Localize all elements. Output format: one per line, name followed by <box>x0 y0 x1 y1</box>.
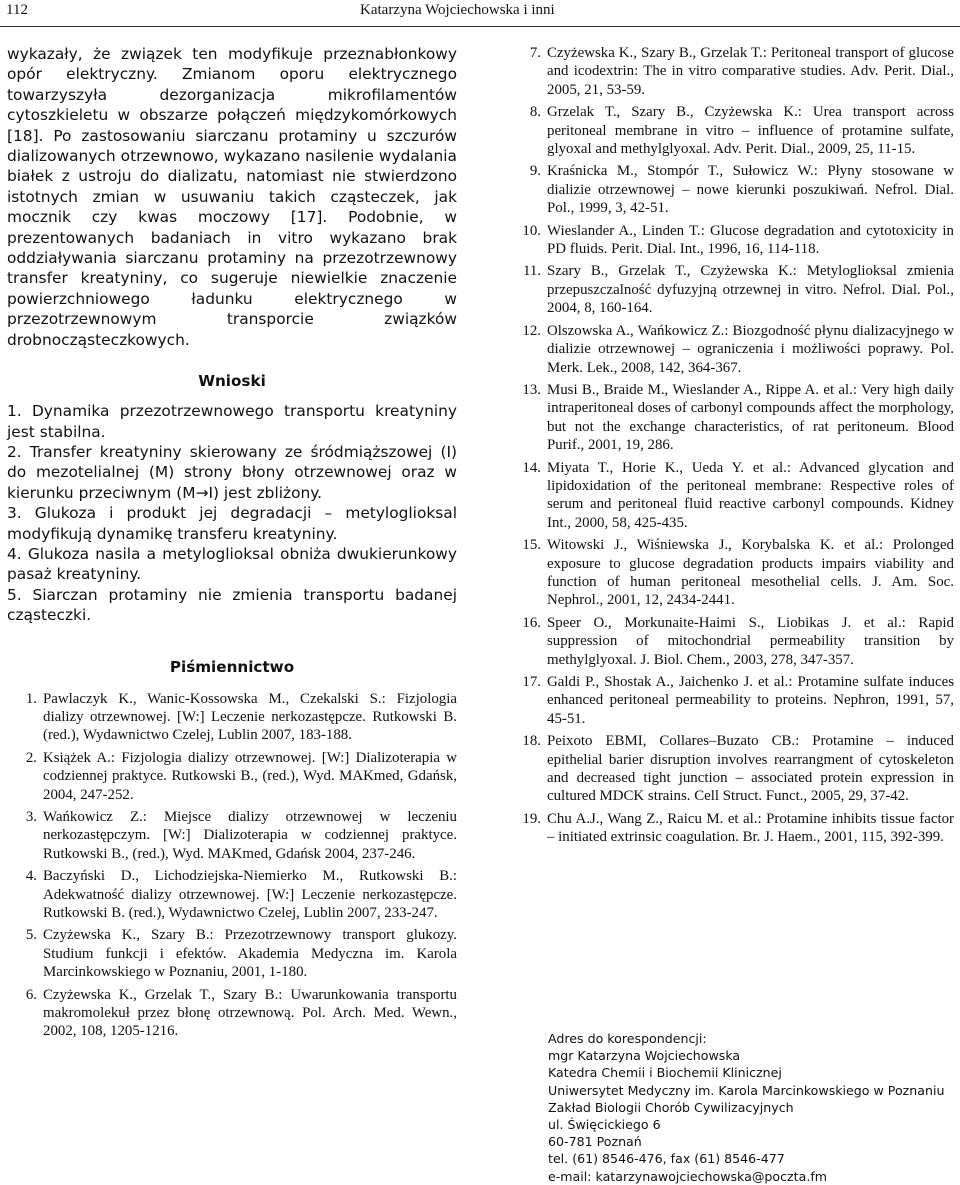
correspondence-address <box>548 1030 944 1185</box>
reference-number: 8. <box>529 104 541 121</box>
correspondence-line: tel. (61) 8546-476, fax (61) 8546-477 <box>548 1151 785 1167</box>
conclusion-item: 3. Glukoza i produkt jej degradacji – metyloglioksal modyfikują dynamikę transferu kreatyniny. <box>7 504 457 543</box>
running-header <box>0 0 960 27</box>
reference-text: Speer O., Morkunaite-Haimi S., Liobikas J. et al.: Rapid suppression of mitochondrial permeability transition by methylglyoxal. J. Biol. Chem., 2003, 278, 347-357. <box>547 614 954 668</box>
reference-number: 13. <box>522 381 541 398</box>
reference-number: 12. <box>522 322 541 339</box>
reference-number: 16. <box>522 614 541 631</box>
reference-text: Czyżewska K., Grzelak T., Szary B.: Uwarunkowania transportu makromolekuł przez błonę otrzewnową. Pol. Arch. Med. Wewn., 2002, 108, 1205-1216. <box>43 986 457 1040</box>
reference-item <box>511 262 954 317</box>
reference-item <box>511 381 954 455</box>
reference-text: Wańkowicz Z.: Miejsce dializy otrzewnowej w leczeniu nerkozastępczym. [W:] Dializoterapia w codziennej praktyce. Rutkowski B., (red.), Wyd. MAKmed, Gdańsk 2004, 237-246. <box>43 809 457 862</box>
reference-text: Olszowska A., Wańkowicz Z.: Biozgodność płynu dializacyjnego w dializie otrzewnowej – ograniczenia i możliwości poprawy. Pol. Merk. Lek., 2008, 142, 364-367. <box>547 322 954 376</box>
reference-item <box>511 44 954 99</box>
reference-number: 2. <box>25 749 37 766</box>
reference-text: Książek A.: Fizjologia dializy otrzewnowej. [W:] Dializoterapia w codziennej praktyce. Rutkowski B., (red.), Wyd. MAKmed, Gdańsk, 2004, 247-252. <box>43 749 457 803</box>
reference-item <box>511 459 954 533</box>
reference-item <box>511 322 954 377</box>
reference-item <box>7 808 457 863</box>
reference-text: Grzelak T., Szary B., Czyżewska K.: Urea transport across peritoneal membrane in vitro – influence of protamine sulfate, glyoxal and methylglyoxal. Adv. Perit. Dial., 2009, 25, 11-15. <box>547 104 954 158</box>
reference-item <box>7 690 457 745</box>
reference-number: 6. <box>25 986 37 1003</box>
reference-text: Peixoto EBMI, Collares–Buzato CB.: Protamine – induced epithelial barier disruption involves rearrangment of cytoskeleton and decreased tight junction – associated protein expression in cultured MDCK strains. Cell Struct. Funct., 2005, 29, 37-42. <box>547 733 954 805</box>
reference-item <box>511 732 954 806</box>
correspondence-line: Adres do korespondencji: <box>548 1031 707 1046</box>
reference-text: Baczyński D., Lichodziejska-Niemierko M., Rutkowski B.: Adekwatność dializy otrzewnowej. [W:] Leczenie nerkozastępcze. Rutkowski B. (red.), Wydawnictwo Czelej, Lublin 2007, 233-247. <box>43 868 457 922</box>
reference-list-left <box>7 690 457 1041</box>
reference-number: 9. <box>529 163 541 180</box>
conclusion-item: 5. Siarczan protaminy nie zmienia transportu badanej cząsteczki. <box>7 585 457 625</box>
reference-number: 17. <box>522 674 541 690</box>
left-column <box>7 44 457 1041</box>
reference-item <box>511 162 954 217</box>
reference-text: Miyata T., Horie K., Ueda Y. et al.: Advanced glycation and lipidoxidation of the peritoneal membrane: Respective roles of serum and peritoneal fluid reactive carbonyl compounds. Kidney Int., 2000, 58, 425-435. <box>547 459 954 531</box>
page-number: 112 <box>6 2 28 18</box>
reference-item <box>511 810 954 847</box>
reference-number: 1. <box>25 690 37 707</box>
reference-text: Czyżewska K., Szary B., Grzelak T.: Peritoneal transport of glucose and icodextrin: The in vitro comparative studies. Adv. Perit. Dial., 2005, 21, 53-59. <box>547 45 954 98</box>
discussion-paragraph: wykazały, że związek ten modyfikuje przeznabłonkowy opór elektryczny. Zmianom oporu elektrycznego towarzyszyła dezorganizacja mikrofilamentów cytoszkieletu w obszarze połączeń międzykomórkowych [18]. Po zastosowaniu siarczanu protaminy u szczurów dializowanych otrzewnowo, wykazano nasilenie wydalania białek z ustroju do dializatu, natomiast nie stwierdzono istotnych zmian w usuwaniu takich cząsteczek, jak mocznik czy kwas moczowy [17]. Podobnie, w prezentowanych badaniach in vitro wykazano brak oddziaływania siarczanu protaminy na przezotrzewnowy transfer kreatyniny, co sugeruje niewielkie znaczenie powierzchniowego ładunku elektrycznego w przezotrzewnowym transporcie związków drobnocząsteczkowych. <box>7 45 457 349</box>
reference-text: Pawlaczyk K., Wanic-Kossowska M., Czekalski S.: Fizjologia dializy otrzewnowej. [W:] Leczenie nerkozastępcze. Rutkowski B. (red.), Wydawnictwo Czelej, Lublin 2007, 183-188. <box>43 690 457 744</box>
reference-item <box>511 536 954 610</box>
reference-number: 10. <box>522 222 541 239</box>
reference-item <box>511 222 954 259</box>
reference-item <box>511 673 954 728</box>
reference-list-right <box>511 44 954 847</box>
reference-number: 19. <box>522 810 541 827</box>
correspondence-line: 60-781 Poznań <box>548 1134 642 1150</box>
reference-number: 3. <box>25 809 37 825</box>
reference-item <box>7 749 457 804</box>
reference-text: Wieslander A., Linden T.: Glucose degradation and cytotoxicity in PD fluids. Perit. Dial. Int., 1996, 16, 114-118. <box>547 222 954 258</box>
reference-number: 18. <box>522 733 541 750</box>
reference-text: Witowski J., Wiśniewska J., Korybalska K. et al.: Prolonged exposure to glucose degradation products impairs viability and function of human peritoneal mesothelial cells. J. Am. Soc. Nephrol., 2001, 12, 2434-2441. <box>547 537 954 609</box>
conclusion-item: 2. Transfer kreatyniny skierowany ze śródmiąższowej (I) do mezotelialnej (M) strony błony otrzewnowej oraz w kierunku przeciwnym (M→I) jest zbliżony. <box>7 442 457 502</box>
correspondence-line: Zakład Biologii Chorób Cywilizacyjnych <box>548 1099 794 1115</box>
correspondence-line: ul. Święcickiego 6 <box>548 1117 661 1133</box>
reference-number: 7. <box>529 45 541 61</box>
reference-item <box>7 867 457 922</box>
correspondence-line: Katedra Chemii i Biochemii Klinicznej <box>548 1065 782 1081</box>
reference-text: Czyżewska K., Szary B.: Przezotrzewnowy transport glukozy. Studium funkcji i efektów. Akademia Medyczna im. Karola Marcinkowskiego w Poznaniu, 2001, 1-180. <box>43 927 457 981</box>
conclusion-item: 4. Glukoza nasila a metyloglioksal obniża dwukierunkowy pasaż kreatyniny. <box>7 544 457 584</box>
reference-text: Kraśnicka M., Stompór T., Sułowicz W.: Płyny stosowane w dializie otrzewnowej – nowe kierunki poszukiwań. Nefrol. Dial. Pol., 1999, 3, 42-51. <box>547 163 954 217</box>
correspondence-email: e-mail: katarzynawojciechowska@poczta.fm <box>548 1168 828 1184</box>
reference-item <box>511 103 954 158</box>
reference-number: 15. <box>522 537 541 554</box>
reference-item <box>7 926 457 981</box>
reference-text: Galdi P., Shostak A., Jaichenko J. et al.: Protamine sulfate induces enhanced peritoneal permeability to proteins. Nephron, 1991, 57, 45-51. <box>547 674 954 727</box>
reference-number: 5. <box>25 927 37 944</box>
reference-number: 11. <box>522 263 541 280</box>
conclusions-heading: Wnioski <box>198 372 266 391</box>
conclusion-item: 1. Dynamika przezotrzewnowego transportu kreatyniny jest stabilna. <box>7 402 457 441</box>
right-column <box>511 44 954 847</box>
correspondence-line: Uniwersytet Medyczny im. Karola Marcinkowskiego w Poznaniu <box>548 1082 945 1098</box>
reference-item <box>511 614 954 669</box>
running-title: Katarzyna Wojciechowska i inni <box>360 2 555 18</box>
reference-text: Szary B., Grzelak T., Czyżewska K.: Metyloglioksal zmienia przepuszczalność dyfuzyjną otrzewnej in vitro. Nefrol. Dial. Pol., 2004, 8, 160-164. <box>547 263 954 317</box>
reference-item <box>7 986 457 1041</box>
reference-text: Musi B., Braide M., Wieslander A., Rippe A. et al.: Very high daily intraperitoneal doses of carbonyl compounds affect the morphology, but not the exchange characteristics, of rat peritoneum. Blood Purif., 2001, 19, 286. <box>547 381 954 454</box>
reference-number: 14. <box>522 459 541 476</box>
correspondence-line: mgr Katarzyna Wojciechowska <box>548 1048 741 1064</box>
reference-number: 4. <box>25 868 37 885</box>
reference-text: Chu A.J., Wang Z., Raicu M. et al.: Protamine inhibits tissue factor – initiated extrinsic coagulation. Br. J. Haem., 2001, 115, 392-399. <box>547 810 954 846</box>
references-heading: Piśmiennictwo <box>169 657 295 676</box>
